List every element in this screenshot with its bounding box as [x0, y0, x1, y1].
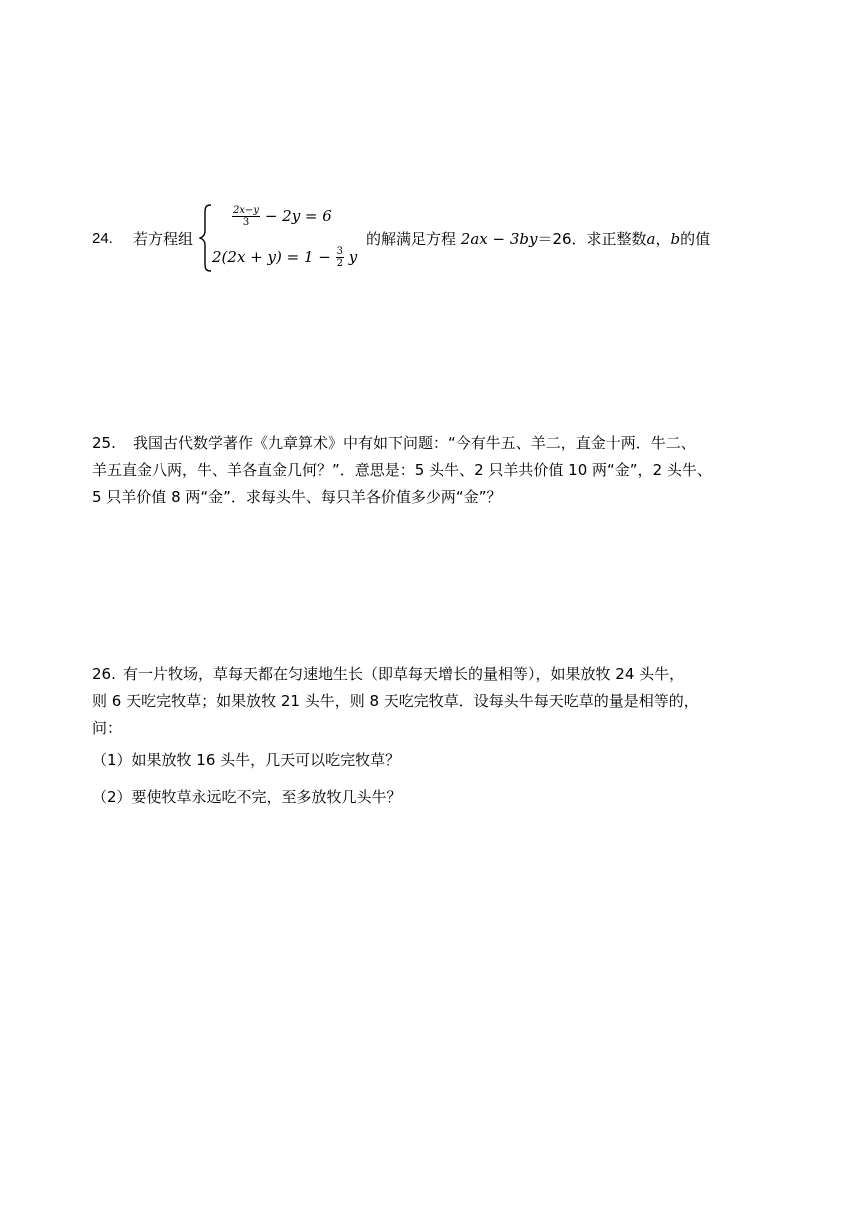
question-26-number: 26. [92, 665, 116, 683]
question-25-line-1: 我国古代数学著作《九章算术》中有如下问题：“今有牛五、羊二，直金十两．牛二、 [133, 434, 696, 452]
question-26-line-2: 则 6 天吃完牧草；如果放牧 21 头牛，则 8 天吃完牧草．设每头牛每天吃草的量是相等的， [92, 692, 699, 710]
question-25-line-3: 5 只羊价值 8 两“金”．求每头牛、每只羊各价值多少两“金”？ [92, 488, 502, 506]
question-26-part-2: （2）要使牧草永远吃不完，至多放牧几头牛？ [92, 788, 402, 806]
question-24-number: 24. [92, 230, 113, 247]
question-26-line-3: 问： [92, 719, 123, 737]
question-24-intro: 若方程组 [133, 230, 194, 248]
question-24-condition: 的解满足方程 2ax − 3by＝26．求正整数a，b的值 [366, 230, 711, 248]
fraction-3-over-2: $\frac{3}{2}$ [336, 246, 343, 269]
equation-1: $\frac{2x-y}{3}$ − 2y = 6 [233, 205, 332, 228]
question-25-line-2: 羊五直金八两，牛、羊各直金几何？”．意思是：5 头牛、2 只羊共价值 10 两“金”，2 头牛、 [92, 461, 712, 479]
question-25-number: 25. [92, 434, 116, 452]
question-26-part-1: （1）如果放牧 16 头牛，几天可以吃完牧草？ [92, 751, 401, 769]
system-brace-icon [199, 204, 213, 272]
question-26-line-1: 有一片牧场，草每天都在匀速地生长（即草每天增长的量相等），如果放牧 24 头牛， [123, 665, 685, 683]
fraction-2x-minus-y-over-3: $\frac{2x-y}{3}$ [233, 205, 260, 228]
equation-2: 2(2x + y) = 1 − $\frac{3}{2}$ y [212, 246, 358, 269]
